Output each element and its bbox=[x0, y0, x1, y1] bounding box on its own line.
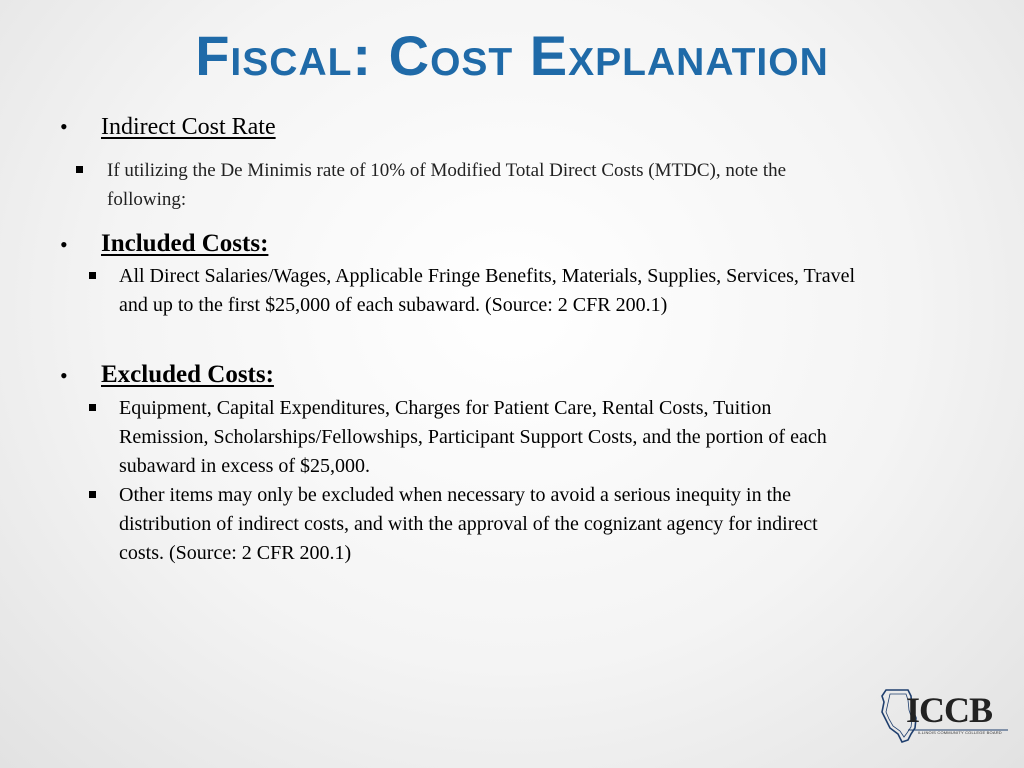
sub-item-line: Equipment, Capital Expenditures, Charges for Patient Care, Rental Costs, Tuition bbox=[119, 397, 772, 419]
sub-item-line: Other items may only be excluded when necessary to avoid a serious inequity in the bbox=[119, 484, 792, 506]
logo-wordmark: ICCB bbox=[906, 690, 993, 730]
bullet-dot: • bbox=[60, 363, 68, 388]
section-heading: Included Costs: bbox=[101, 230, 269, 257]
square-bullet-icon bbox=[89, 491, 96, 498]
sub-item-line: Remission, Scholarships/Fellowships, Participant Support Costs, and the portion of each bbox=[119, 426, 827, 448]
slide-title: Fiscal: Cost Explanation bbox=[195, 24, 829, 87]
sub-item-line: following: bbox=[107, 189, 187, 210]
bullet-dot: • bbox=[60, 114, 68, 139]
section-heading: Indirect Cost Rate bbox=[101, 114, 276, 140]
square-bullet-icon bbox=[76, 166, 83, 173]
sub-item-line: subaward in excess of $25,000. bbox=[119, 455, 371, 477]
logo-subtitle: ILLINOIS COMMUNITY COLLEGE BOARD bbox=[918, 730, 1002, 735]
square-bullet-icon bbox=[89, 404, 96, 411]
sub-item-line: If utilizing the De Minimis rate of 10% of Modified Total Direct Costs (MTDC), note the bbox=[107, 160, 787, 181]
sub-item-line: and up to the first $25,000 of each subaward. (Source: 2 CFR 200.1) bbox=[119, 294, 668, 316]
sub-item-line: distribution of indirect costs, and with the approval of the cognizant agency for indirect bbox=[119, 513, 818, 535]
bullet-dot: • bbox=[60, 232, 68, 257]
sub-item-line: costs. (Source: 2 CFR 200.1) bbox=[119, 542, 352, 564]
sub-item-line: All Direct Salaries/Wages, Applicable Fringe Benefits, Materials, Supplies, Services, Travel bbox=[119, 265, 856, 287]
section-heading: Excluded Costs: bbox=[101, 361, 274, 388]
square-bullet-icon bbox=[89, 272, 96, 279]
